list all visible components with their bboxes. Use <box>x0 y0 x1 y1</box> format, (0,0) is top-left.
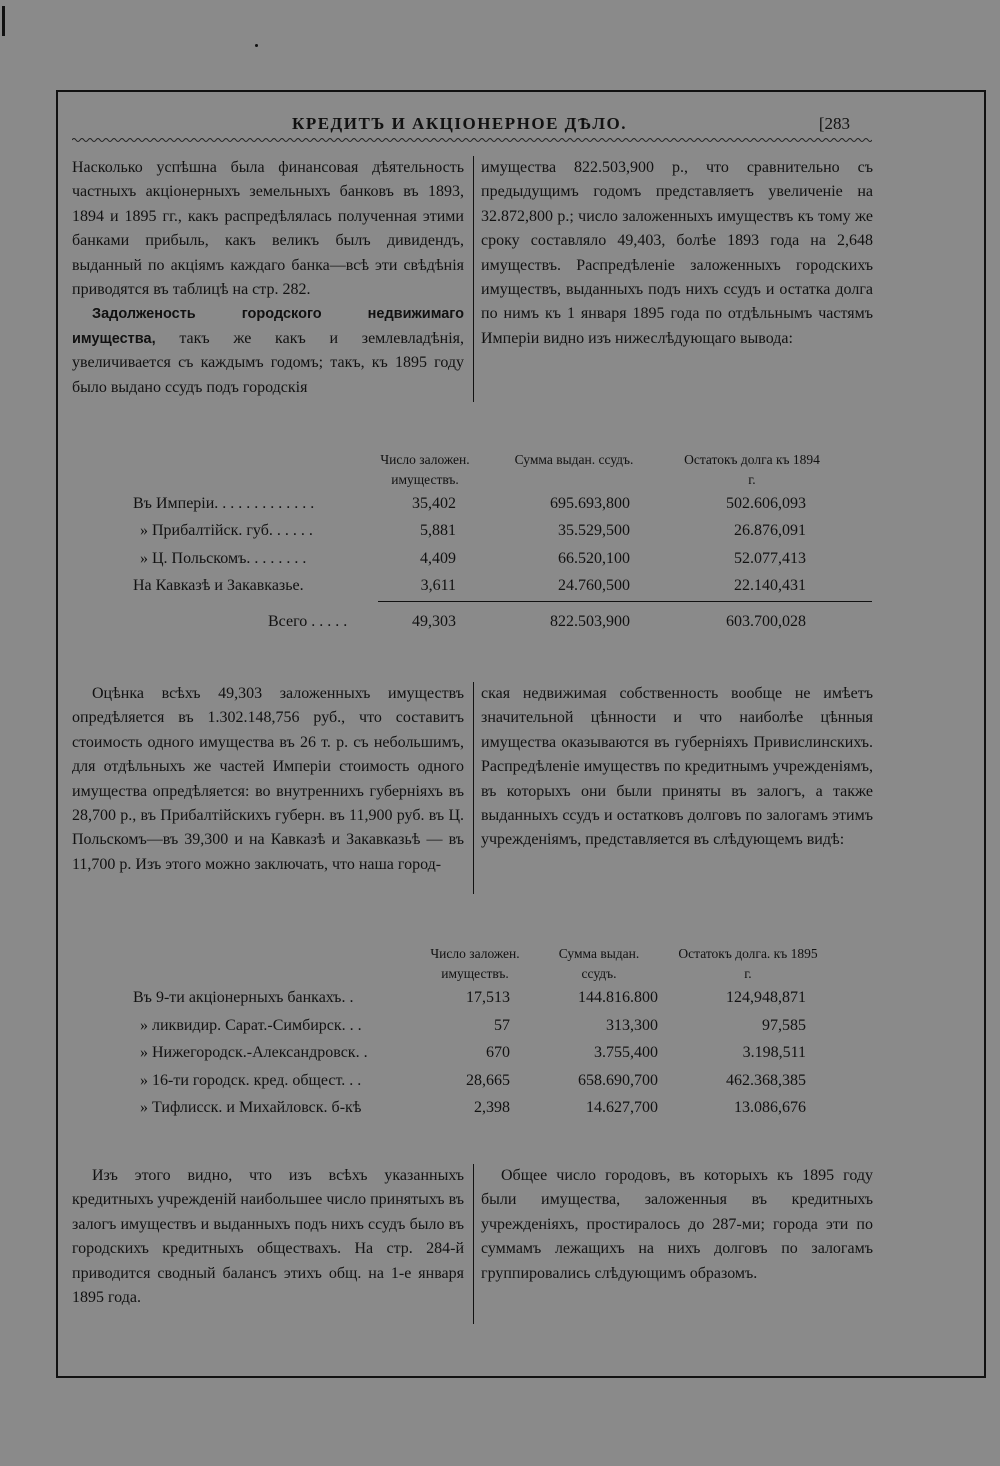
cell-count: 28,665 <box>466 1072 510 1089</box>
row-label: » 16-ти городск. кред. общест. . . <box>140 1072 362 1089</box>
cell-loans: 66.520,100 <box>558 550 630 567</box>
total-loans: 822.503,900 <box>550 613 630 630</box>
page-speck <box>255 44 258 47</box>
table-row <box>0 491 1000 517</box>
table-row <box>0 1040 1000 1066</box>
cell-debt: 462.368,385 <box>726 1072 806 1089</box>
total-rule <box>378 601 872 602</box>
table1-header-col1: Число заложен. имуществъ. <box>380 452 470 487</box>
table-row <box>0 546 1000 572</box>
table-total-row <box>0 609 1000 635</box>
table-row <box>0 1068 1000 1094</box>
header-title: КРЕДИТЪ И АКЦІОНЕРНОЕ ДѢЛО. <box>292 114 628 133</box>
page-number: [283 <box>818 114 850 133</box>
block3-right-column <box>481 1164 873 1286</box>
block3-left-para: Изъ этого видно, что изъ всѣхъ указанныхъ кредитныхъ учрежденій наибольшее число принятыхъ въ залогъ имуществъ и выданныхъ подъ нихъ ссудъ было въ городскихъ кредитныхъ обществахъ. На стр. 284-й приводится сводный балансъ этихъ общ. на 1-е января 1895 года. <box>72 1167 464 1307</box>
running-header <box>60 114 850 138</box>
table1-header-col2: Сумма выдан. ссудъ. <box>514 452 634 467</box>
cell-debt: 502.606,093 <box>726 495 806 512</box>
row-label: » ликвидир. Сарат.-Симбирск. . . <box>140 1017 362 1034</box>
table-row <box>0 573 1000 599</box>
cell-loans: 3.755,400 <box>594 1044 658 1061</box>
total-count: 49,303 <box>412 613 456 630</box>
cell-count: 17,513 <box>466 989 510 1006</box>
header-wavy-rule <box>72 136 872 144</box>
cell-loans: 35.529,500 <box>558 522 630 539</box>
block1-right-column <box>481 156 873 351</box>
cell-count: 5,881 <box>420 522 456 539</box>
block2-left-column <box>72 682 464 877</box>
table1-header-col3: Остатокъ долга къ 1894 г. <box>684 452 820 487</box>
row-label: » Ц. Польскомъ. . . . . . . . <box>140 550 307 567</box>
block2-left-para: Оцѣнка всѣхъ 49,303 заложенныхъ имуществъ опредѣляется въ 1.302.148,756 руб., что составитъ стоимость одного имущества въ 26 т. р. съ небольшимъ, для отдѣльныхъ же частей Имперіи стоимость одного имущества опредѣляется: во внутреннихъ губерніяхъ въ 28,700 р., въ Прибалтійскихъ губерн. въ 11,900 руб. въ Ц. Польскомъ—въ 39,300 и на Кавказѣ и Закавказьѣ — въ 11,700 р. Изъ этого можно заключать, что наша город- <box>72 685 464 873</box>
cell-debt: 26.876,091 <box>734 522 806 539</box>
block3-left-column <box>72 1164 464 1310</box>
cell-count: 2,398 <box>474 1099 510 1116</box>
row-label: » Прибалтійск. губ. . . . . . <box>140 522 313 539</box>
cell-loans: 695.693,800 <box>550 495 630 512</box>
block1-left-para2-text: такъ же какъ и землевладѣнія, увеличивается съ каждымъ годомъ; такъ, къ 1895 году было выдано ссудъ подъ городскія <box>72 329 464 396</box>
row-label: » Тифлисск. и Михайловск. б-кѣ <box>140 1099 362 1116</box>
cell-debt: 124,948,871 <box>726 989 806 1006</box>
cell-count: 4,409 <box>420 550 456 567</box>
column-divider <box>473 156 474 402</box>
block1-right-para1: имущества 822.503,900 р., что сравнительно съ предыдущимъ годомъ представляетъ увеличеніе на 32.872,800 р.; число заложенныхъ имуществъ къ тому же сроку составляло 49,403, болѣе 1893 года на 2,648 имуществъ. Распредѣленіе заложенныхъ городскихъ имуществъ, выданныхъ подъ нихъ ссудъ и остатка долга по нимъ къ 1 января 1895 года по отдѣльнымъ частямъ Имперіи видно изъ нижеслѣдующаго вывода: <box>481 159 873 347</box>
cell-debt: 52.077,413 <box>734 550 806 567</box>
cell-debt: 22.140,431 <box>734 577 806 594</box>
row-label: На Кавказѣ и Закавказье. <box>133 577 304 594</box>
cell-count: 57 <box>494 1017 510 1034</box>
cell-loans: 14.627,700 <box>586 1099 658 1116</box>
block2-right-para: ская недвижимая собственность вообще не имѣетъ значительной цѣнности и что наиболѣе цѣнныя имущества оказываются въ губерніяхъ Привислинскихъ. Распредѣленіе имуществъ по кредитнымъ учрежденіямъ, въ которыхъ они были приняты въ залогъ, а также выданныхъ ссудъ и остатковъ долговъ по залогамъ этимъ учрежденіямъ, представляется въ слѣдующемъ видѣ: <box>481 685 873 849</box>
table-row <box>0 1013 1000 1039</box>
block2-right-column <box>481 682 873 853</box>
row-label: » Нижегородск.-Александровск. . <box>140 1044 368 1061</box>
column-divider <box>473 682 474 894</box>
table2-header-col3: Остатокъ долга. къ 1895 г. <box>678 946 818 981</box>
block1-left-para1: Насколько успѣшна была финансовая дѣятельность частныхъ акціонерныхъ земельныхъ банковъ въ 1893, 1894 и 1895 гг., какъ распредѣлялась полученная этими банками прибыль, какъ великъ былъ дивидендъ, выданный по акціямъ каждаго банка—всѣ эти свѣдѣнія приводятся въ таблицѣ на стр. 282. <box>72 159 464 299</box>
block1-left-column <box>72 156 464 400</box>
cell-count: 670 <box>486 1044 510 1061</box>
cell-loans: 24.760,500 <box>558 577 630 594</box>
cell-loans: 658.690,700 <box>578 1072 658 1089</box>
table2-header-col2: Сумма выдан. ссудъ. <box>558 946 640 981</box>
column-divider <box>473 1164 474 1324</box>
table-row <box>0 518 1000 544</box>
cell-count: 35,402 <box>412 495 456 512</box>
total-label: Всего . . . . . <box>268 613 348 630</box>
cell-count: 3,611 <box>420 577 456 594</box>
cell-loans: 313,300 <box>606 1017 658 1034</box>
table-row <box>0 985 1000 1011</box>
cell-loans: 144.816.800 <box>578 989 658 1006</box>
page-speck <box>2 6 5 36</box>
row-label: Въ 9-ти акціонерныхъ банкахъ. . <box>133 989 354 1006</box>
block1-left-para2 <box>72 302 464 400</box>
total-debt: 603.700,028 <box>726 613 806 630</box>
block3-right-para: Общее число городовъ, въ которыхъ къ 1895 году были имущества, заложенныя въ кредитныхъ учрежденіяхъ, простиралось до 287-ми; города эти по суммамъ лежащихъ на нихъ долговъ по залогамъ группировались слѣдующимъ образомъ. <box>481 1167 873 1282</box>
table-row <box>0 1095 1000 1121</box>
cell-debt: 13.086,676 <box>734 1099 806 1116</box>
section-heading: Задолженость городского недвижимаго имущества, <box>72 306 464 347</box>
cell-debt: 97,585 <box>762 1017 806 1034</box>
table2-header-col1: Число заложен. имуществъ. <box>430 946 520 981</box>
row-label: Въ Имперіи. . . . . . . . . . . . . <box>133 495 315 512</box>
cell-debt: 3.198,511 <box>742 1044 806 1061</box>
